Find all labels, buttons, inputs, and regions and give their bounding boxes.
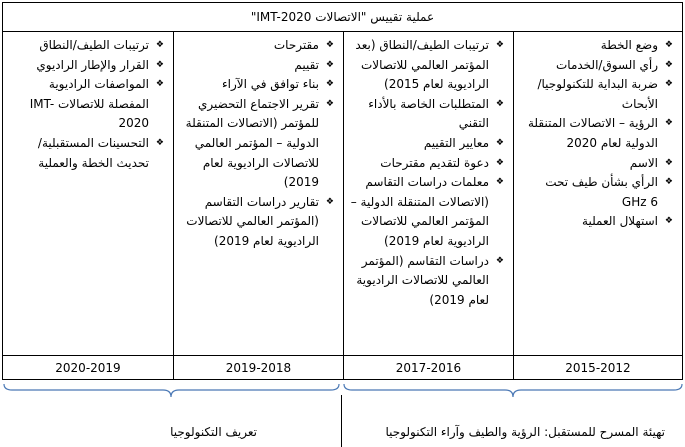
- bullet-text: وضع الخطة: [600, 38, 658, 52]
- year-cell: 2017-2016: [344, 356, 514, 379]
- column-2012-2015: [514, 32, 682, 355]
- bullet-item: [350, 36, 507, 95]
- bullet-item: [180, 56, 337, 76]
- bullet-text: رأي السوق/الخدمات: [556, 57, 658, 72]
- bullet-item: [180, 36, 337, 56]
- column-list: [350, 36, 507, 310]
- diamond-bullet-icon: ❖: [495, 157, 504, 168]
- bullet-item: [9, 134, 167, 173]
- bullet-item: [520, 154, 676, 174]
- diamond-bullet-icon: ❖: [155, 40, 164, 50]
- diamond-bullet-icon: ❖: [325, 196, 334, 207]
- footer-left-label: تعريف التكنولوجيا: [170, 425, 257, 439]
- bullet-text: المتطلبات الخاصة بالأداء التقني: [368, 96, 489, 131]
- column-2018-2019: [174, 32, 344, 355]
- bullet-item: [180, 75, 337, 95]
- column-list: [180, 36, 337, 252]
- diamond-bullet-icon: ❖: [495, 255, 504, 266]
- bullet-text: معلمات دراسات التقاسم (الاتصالات المتنقلة الدولية – المؤتمر العالمي للاتصالات الراديوية لعام 2019): [350, 175, 489, 248]
- diamond-bullet-icon: ❖: [664, 59, 673, 70]
- diamond-bullet-icon: ❖: [664, 177, 673, 188]
- bullet-item: [9, 36, 167, 56]
- bullet-text: الاسم: [629, 155, 658, 170]
- bullet-item: [350, 252, 507, 311]
- bullet-item: [350, 173, 507, 251]
- diamond-bullet-icon: ❖: [155, 59, 164, 70]
- column-list: [520, 36, 676, 232]
- diamond-bullet-icon: ❖: [664, 216, 673, 227]
- diamond-bullet-icon: ❖: [155, 137, 164, 148]
- diamond-bullet-icon: ❖: [495, 40, 504, 50]
- bullet-item: [350, 134, 507, 154]
- diamond-bullet-icon: ❖: [325, 98, 334, 109]
- year-cell: 2020-2019: [3, 356, 174, 379]
- bullet-item: [180, 95, 337, 193]
- diamond-bullet-icon: ❖: [325, 40, 334, 50]
- bullet-text: تقارير دراسات التقاسم (المؤتمر العالمي للاتصالات الراديوية لعام 2019): [186, 194, 319, 248]
- bullet-text: تقرير الاجتماع التحضيري للمؤتمر (الاتصالات المتنقلة الدولية – المؤتمر العالمي للاتصالات الراديوية لعام 2019): [185, 96, 319, 190]
- bullet-text: مقترحات: [273, 38, 319, 52]
- bullet-text: المواصفات الراديوية المفصلة للاتصالات IMT-2020: [29, 77, 149, 131]
- bullet-text: بناء توافق في الآراء: [221, 77, 319, 92]
- footer-set-stage: [342, 395, 685, 447]
- bullet-text: ضربة البداية للتكنولوجيا/الأبحاث: [537, 77, 658, 111]
- diamond-bullet-icon: ❖: [325, 79, 334, 90]
- bullet-text: التحسينات المستقبلية/تحديث الخطة والعملية: [37, 135, 149, 170]
- bullet-text: دعوة لتقديم مقترحات: [380, 155, 489, 170]
- diamond-bullet-icon: ❖: [155, 79, 164, 90]
- bullet-text: دراسات التقاسم (المؤتمر العالمي للاتصالات الراديوية لعام 2019): [356, 253, 489, 307]
- column-2016-2017: [344, 32, 514, 355]
- column-list: [9, 36, 167, 173]
- bullet-item: [520, 56, 676, 76]
- bullet-text: القرار والإطار الراديوي: [36, 57, 149, 72]
- diamond-bullet-icon: ❖: [664, 79, 673, 90]
- diamond-bullet-icon: ❖: [664, 118, 673, 129]
- diamond-bullet-icon: ❖: [495, 137, 504, 148]
- bullet-item: [350, 95, 507, 134]
- column-2019-2020: [3, 32, 174, 355]
- bullet-item: [520, 114, 676, 153]
- bullet-text: ترتيبات الطيف/النطاق (بعد المؤتمر العالمي للاتصالات الراديوية لعام 2015): [355, 38, 489, 92]
- diamond-bullet-icon: ❖: [664, 157, 673, 168]
- footer-define-technology: [0, 395, 342, 447]
- bullet-text: الرؤية – الاتصالات المتنقلة الدولية لعام 2020: [528, 116, 658, 150]
- diamond-bullet-icon: ❖: [495, 177, 504, 188]
- bullet-item: [520, 212, 676, 232]
- process-table: [2, 2, 683, 380]
- footer-right-label: تهيئة المسرح للمستقبل: الرؤية والطيف وآراء التكنولوجيا: [385, 425, 665, 439]
- bullet-text: تقييم: [294, 57, 319, 72]
- bullet-text: معايير التقييم: [423, 135, 489, 150]
- table-title: عملية تقييس "الاتصالات IMT-2020": [3, 3, 682, 32]
- bullet-item: [9, 75, 167, 134]
- diamond-bullet-icon: ❖: [325, 59, 334, 70]
- year-cell: 2015-2012: [565, 361, 631, 375]
- diamond-bullet-icon: ❖: [664, 40, 673, 50]
- bullet-item: [520, 36, 676, 56]
- bullet-text: استهلال العملية: [582, 214, 658, 229]
- year-cell: 2019-2018: [174, 356, 344, 379]
- bullet-text: ترتيبات الطيف/النطاق: [39, 38, 149, 52]
- bullet-item: [520, 173, 676, 212]
- bullet-item: [180, 193, 337, 252]
- bullet-item: [350, 154, 507, 174]
- bullet-text: الرأي بشأن طيف تحت GHz 6: [545, 175, 658, 209]
- years-row: [3, 355, 682, 379]
- diamond-bullet-icon: ❖: [495, 98, 504, 109]
- bullet-item: [520, 75, 676, 114]
- bullet-item: [9, 56, 167, 76]
